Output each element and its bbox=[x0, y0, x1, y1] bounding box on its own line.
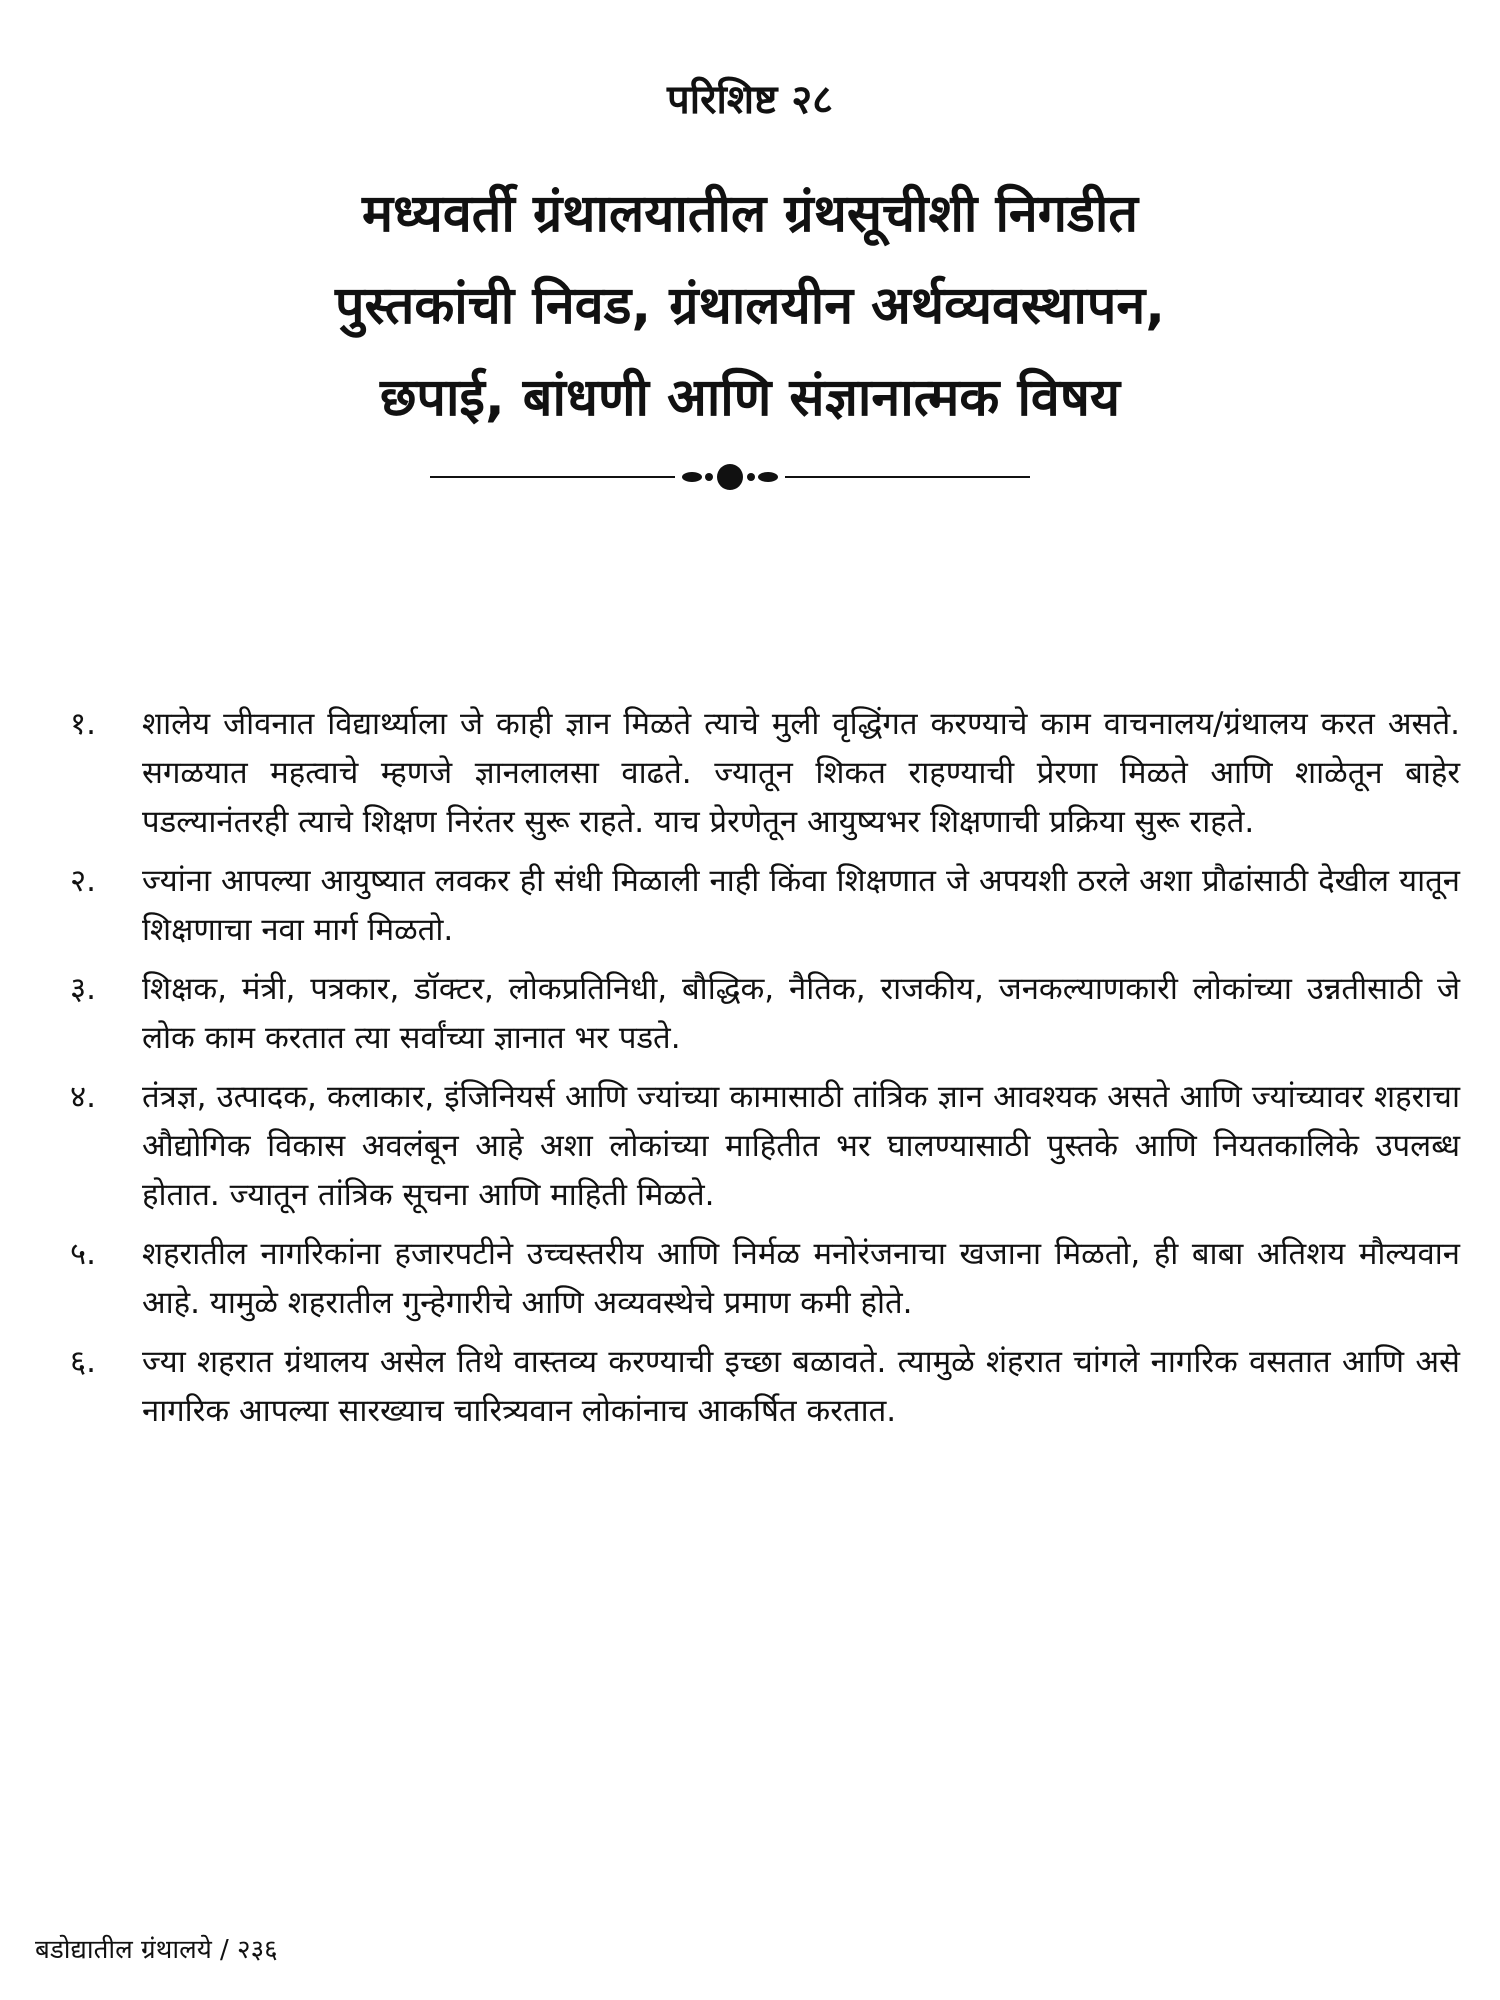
list-item bbox=[70, 1073, 1460, 1220]
title-line-3: छपाई, बांधणी आणि संज्ञानात्मक विषय bbox=[379, 368, 1121, 428]
numbered-list bbox=[70, 700, 1460, 1446]
list-item-text: ज्या शहरात ग्रंथालय असेल तिथे वास्तव्य करण्याची इच्छा बळावते. त्यामुळे शंहरात चांगले नागरिक वसतात आणि असे नागरिक आपल्या सारख्याच चारित्र्यवान लोकांनाच आकर्षित करतात. bbox=[142, 1344, 1460, 1429]
list-item-text: तंत्रज्ञ, उत्पादक, कलाकार, इंजिनियर्स आणि ज्यांच्या कामासाठी तांत्रिक ज्ञान आवश्यक असते आणि ज्यांच्यावर शहराचा औद्योगिक विकास अवलंबून आहे अशा लोकांच्या माहितीत भर घालण्यासाठी पुस्तके आणि नियतकालिके उपलब्ध होतात. ज्यातून तांत्रिक सूचना आणि माहिती मिळते. bbox=[142, 1079, 1460, 1213]
list-item-text: ज्यांना आपल्या आयुष्यात लवकर ही संधी मिळाली नाही किंवा शिक्षणात जे अपयशी ठरले अशा प्रौढांसाठी देखील यातून शिक्षणाचा नवा मार्ग मिळतो. bbox=[142, 863, 1460, 948]
list-item-text: शहरातील नागरिकांना हजारपटीने उच्चस्तरीय आणि निर्मळ मनोरंजनाचा खजाना मिळतो, ही बाबा अतिशय मौल्यवान आहे. यामुळे शहरातील गुन्हेगारीचे आणि अव्यवस्थेचे प्रमाण कमी होते. bbox=[142, 1236, 1460, 1321]
list-item-number: ६. bbox=[70, 1344, 96, 1380]
title-line-1: मध्यवर्ती ग्रंथालयातील ग्रंथसूचीशी निगडीत bbox=[362, 184, 1138, 244]
list-item-number: ५. bbox=[70, 1236, 96, 1272]
list-item bbox=[70, 857, 1460, 955]
title-line-2: पुस्तकांची निवड, ग्रंथालयीन अर्थव्यवस्थापन, bbox=[334, 276, 1166, 336]
list-item-number: २. bbox=[70, 863, 96, 899]
divider-ornament-icon bbox=[430, 462, 1030, 492]
list-item-number: ३. bbox=[70, 971, 96, 1007]
page-title bbox=[60, 168, 1440, 444]
list-item bbox=[70, 700, 1460, 847]
list-item-text: शालेय जीवनात विद्यार्थ्याला जे काही ज्ञान मिळते त्याचे मुली वृद्धिंगत करण्याचे काम वाचनालय/ग्रंथालय करत असते. सगळयात महत्वाचे म्हणजे ज्ञानलालसा वाढते. ज्यातून शिकत राहण्याची प्रेरणा मिळते आणि शाळेतून बाहेर पडल्यानंतरही त्याचे शिक्षण निरंतर सुरू राहते. याच प्रेरणेतून आयुष्यभर शिक्षणाची प्रक्रिया सुरू राहते. bbox=[142, 706, 1460, 840]
list-item bbox=[70, 1230, 1460, 1328]
page-footer: बडोद्यातील ग्रंथालये / २३६ bbox=[35, 1935, 278, 1965]
list-item bbox=[70, 965, 1460, 1063]
list-item bbox=[70, 1338, 1460, 1436]
list-item-number: ४. bbox=[70, 1079, 96, 1115]
list-item-text: शिक्षक, मंत्री, पत्रकार, डॉक्टर, लोकप्रतिनिधी, बौद्धिक, नैतिक, राजकीय, जनकल्याणकारी लोकांच्या उन्नतीसाठी जे लोक काम करतात त्या सर्वांच्या ज्ञानात भर पडते. bbox=[142, 971, 1460, 1056]
appendix-label: परिशिष्ट २८ bbox=[667, 77, 833, 123]
list-item-number: १. bbox=[70, 706, 96, 742]
